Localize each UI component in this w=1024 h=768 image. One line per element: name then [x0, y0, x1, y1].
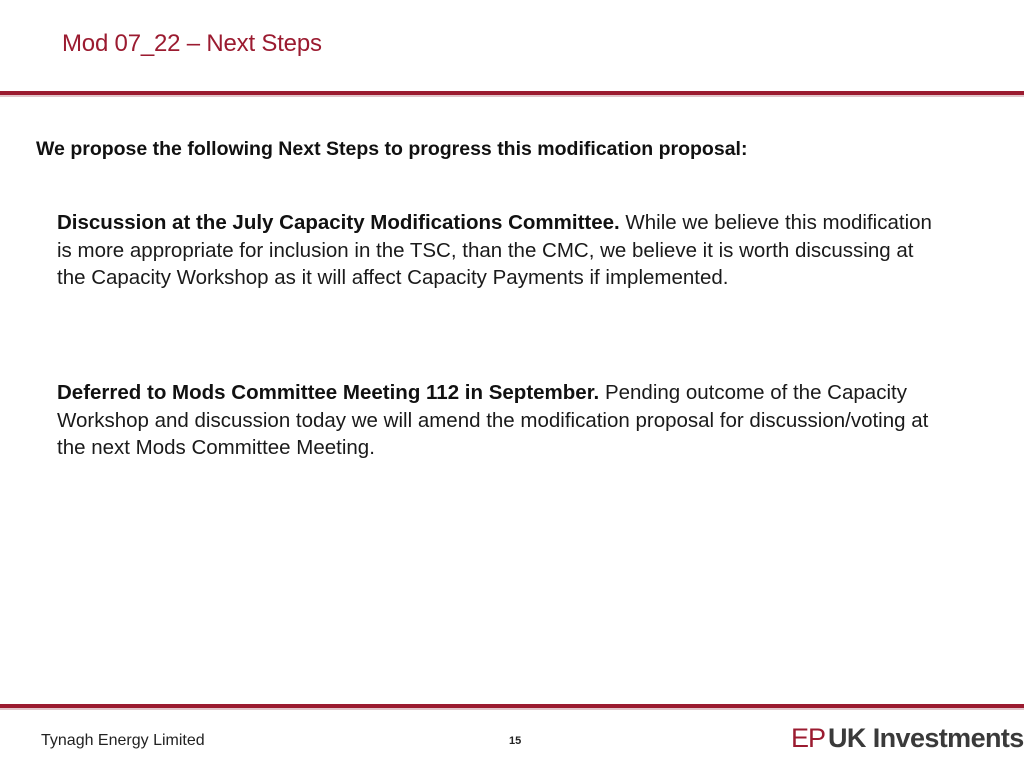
next-step-item [57, 379, 937, 462]
header-divider-shadow [0, 95, 1024, 97]
footer-company-name: Tynagh Energy Limited [41, 732, 205, 749]
next-step-item [57, 209, 937, 292]
logo-wordmark: UK Investments [828, 723, 1024, 753]
page-number: 15 [509, 735, 522, 747]
logo-ep-mark: EP [791, 723, 826, 753]
next-step-lead: Deferred to Mods Committee Meeting 112 in September. [57, 381, 600, 404]
intro-text: We propose the following Next Steps to progress this modification proposal: [36, 138, 748, 160]
footer-divider-shadow [0, 708, 1024, 710]
next-step-lead: Discussion at the July Capacity Modifications Committee. [57, 211, 620, 234]
ep-uk-investments-logo [791, 722, 1024, 754]
slide-title: Mod 07_22 – Next Steps [62, 30, 322, 57]
next-step-body: While we believe this modification is more appropriate for inclusion in the TSC, than the CMC, we believe it is worth discussing at the Capacity Workshop as it will affect Capacity Payments if implemented. [57, 211, 932, 289]
next-step-body: Pending outcome of the Capacity Workshop and discussion today we will amend the modification proposal for discussion/voting at the next Mods Committee Meeting. [57, 381, 929, 459]
